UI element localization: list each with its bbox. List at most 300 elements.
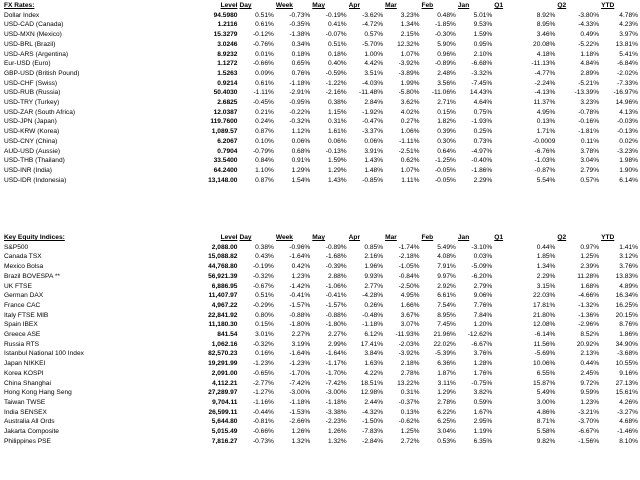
cell-level: 119.7600 xyxy=(210,118,238,126)
column-header-day: Day xyxy=(239,234,252,241)
row-name: Korea KOSPI xyxy=(4,369,44,377)
cell-ytd: 4.23% xyxy=(619,21,638,29)
cell-may: 1.59% xyxy=(327,157,347,165)
cell-week: 0.42% xyxy=(291,263,311,271)
table-row xyxy=(4,320,640,330)
table-row xyxy=(4,427,640,437)
cell-week: -1.23% xyxy=(289,360,311,368)
cell-ytd: 14.96% xyxy=(615,99,638,107)
cell-week: -1.57% xyxy=(289,301,311,309)
cell-apr: 1.43% xyxy=(364,157,384,165)
cell-apr: 12.98% xyxy=(360,389,384,397)
cell-q1: 9.82% xyxy=(536,437,556,445)
row-name: USD-ARS (Argentina) xyxy=(4,50,69,58)
cell-q1: -0.0009 xyxy=(533,137,556,145)
cell-jan: 14.43% xyxy=(469,89,493,97)
cell-q2: 2.45% xyxy=(580,369,600,377)
row-name: German DAX xyxy=(4,292,44,300)
cell-level: 56,921.39 xyxy=(208,272,238,280)
cell-jan: 1.76% xyxy=(473,369,493,377)
cell-q1: 10.06% xyxy=(533,360,556,368)
row-name: USD-RUB (Russia) xyxy=(4,89,61,97)
cell-week: -0.95% xyxy=(289,99,311,107)
cell-may: 1.61% xyxy=(327,128,347,136)
cell-ytd: 27.13% xyxy=(615,379,638,387)
column-header-ytd: YTD xyxy=(601,234,615,241)
column-header-q1: Q1 xyxy=(494,2,504,9)
cell-jan: 1.28% xyxy=(473,360,493,368)
table-row xyxy=(4,176,640,186)
cell-apr: -4.03% xyxy=(362,79,384,87)
cell-apr: -0.48% xyxy=(362,311,384,319)
cell-q1: 3.00% xyxy=(536,398,556,406)
cell-day: 0.87% xyxy=(255,128,274,136)
cell-ytd: -0.13% xyxy=(617,128,638,136)
cell-ytd: 20.15% xyxy=(615,311,638,319)
cell-week: 0.68% xyxy=(291,147,311,155)
cell-jan: -6.20% xyxy=(471,272,493,280)
table-row xyxy=(4,69,640,79)
cell-week: 2.27% xyxy=(291,331,311,339)
cell-ytd: 9.16% xyxy=(619,369,638,377)
cell-mar: 1.07% xyxy=(400,50,420,58)
row-name: Dollar Index xyxy=(4,11,40,19)
cell-apr: -1.92% xyxy=(362,108,384,116)
cell-may: -3.38% xyxy=(325,408,347,416)
cell-level: 6,886.95 xyxy=(211,282,238,290)
cell-apr: 3.91% xyxy=(364,147,384,155)
table-row xyxy=(4,11,640,21)
cell-feb: 0.30% xyxy=(437,137,456,145)
cell-jan: 7.84% xyxy=(473,311,493,319)
cell-mar: 3.62% xyxy=(400,99,420,107)
column-header-mar: Mar xyxy=(385,234,397,241)
cell-apr: 4.42% xyxy=(364,60,384,68)
cell-apr: 0.26% xyxy=(364,301,384,309)
cell-mar: 0.13% xyxy=(400,408,420,416)
cell-day: 0.24% xyxy=(255,118,274,126)
cell-jan: -0.40% xyxy=(471,157,493,165)
cell-apr: -3.37% xyxy=(362,128,384,136)
cell-feb: 0.48% xyxy=(437,11,456,19)
cell-day: 0.38% xyxy=(255,243,274,251)
cell-may: -1.80% xyxy=(325,321,347,329)
row-name: Canada TSX xyxy=(4,253,42,261)
cell-q2: 1.18% xyxy=(580,50,600,58)
table-row xyxy=(4,417,640,427)
cell-week: -0.22% xyxy=(289,108,311,116)
cell-week: -2.91% xyxy=(289,89,311,97)
cell-feb: -0.30% xyxy=(434,31,456,39)
cell-day: 0.43% xyxy=(255,253,274,261)
column-header-feb: Feb xyxy=(421,2,434,9)
cell-q1: 1.71% xyxy=(536,128,556,136)
row-name: USD-BRL (Brazil) xyxy=(4,40,56,48)
cell-day: 0.61% xyxy=(255,21,274,29)
cell-apr: 18.51% xyxy=(360,379,384,387)
cell-jan: 3.76% xyxy=(473,350,493,358)
cell-q2: -1.81% xyxy=(578,128,600,136)
cell-apr: 0.85% xyxy=(364,243,384,251)
cell-q2: -3.70% xyxy=(578,418,600,426)
cell-q2: -13.39% xyxy=(574,89,600,97)
row-name: Spain IBEX xyxy=(4,321,38,329)
cell-week: -0.88% xyxy=(289,311,311,319)
table-row xyxy=(4,243,640,253)
cell-day: -2.77% xyxy=(252,379,274,387)
column-header-may: May xyxy=(312,234,326,241)
cell-q1: -6.14% xyxy=(534,331,556,339)
cell-mar: 13.22% xyxy=(397,379,420,387)
cell-apr: -0.85% xyxy=(362,176,384,184)
cell-may: -1.70% xyxy=(325,369,347,377)
row-name: USD-MXN (Mexico) xyxy=(4,31,62,39)
row-name: Italy FTSE MIB xyxy=(4,311,49,319)
cell-q1: 3.46% xyxy=(536,31,556,39)
cell-q2: 0.11% xyxy=(580,137,600,145)
cell-level: 27,289.97 xyxy=(208,389,238,397)
cell-week: -1.53% xyxy=(289,408,311,416)
cell-q2: 1.68% xyxy=(580,282,600,290)
cell-feb: 0.64% xyxy=(437,147,456,155)
cell-q2: 0.97% xyxy=(580,243,600,251)
cell-week: 3.19% xyxy=(291,340,311,348)
cell-ytd: 15.61% xyxy=(615,389,638,397)
header-row xyxy=(4,233,640,243)
cell-level: 9,704.11 xyxy=(212,398,238,406)
cell-day: 0.21% xyxy=(255,108,274,116)
cell-may: 1.29% xyxy=(327,166,347,174)
fx-rates-table xyxy=(4,1,640,185)
cell-apr: 2.44% xyxy=(364,398,384,406)
cell-level: 11,180.30 xyxy=(208,321,238,329)
cell-week: -1.18% xyxy=(289,398,311,406)
cell-apr: 2.77% xyxy=(364,282,384,290)
cell-week: -1.80% xyxy=(289,321,311,329)
cell-level: 0.9214 xyxy=(217,79,238,87)
cell-q1: 20.08% xyxy=(533,40,556,48)
column-header-jan: Jan xyxy=(457,2,470,9)
cell-ytd: -3.27% xyxy=(617,408,638,416)
table-row xyxy=(4,79,640,89)
cell-q2: -1.56% xyxy=(578,437,600,445)
cell-jan: 0.95% xyxy=(473,40,493,48)
column-header-q2: Q2 xyxy=(557,234,567,241)
cell-level: 64.2400 xyxy=(213,166,238,174)
table-row xyxy=(4,369,640,379)
cell-may: 1.26% xyxy=(327,428,347,436)
cell-q2: -5.21% xyxy=(578,79,600,87)
cell-level: 8.9232 xyxy=(217,50,238,58)
row-name: Philippines PSE xyxy=(4,437,51,445)
table-row xyxy=(4,379,640,389)
cell-q1: 8.71% xyxy=(536,418,556,426)
table-row xyxy=(4,311,640,321)
cell-feb: 4.08% xyxy=(437,253,456,261)
cell-day: -0.66% xyxy=(252,428,274,436)
cell-may: -1.57% xyxy=(325,301,347,309)
cell-level: 2,088.00 xyxy=(211,243,238,251)
row-name: USD-INR (India) xyxy=(4,166,52,174)
row-name: Hong Kong Hang Seng xyxy=(4,389,72,397)
cell-mar: -2.50% xyxy=(398,282,420,290)
cell-week: -3.00% xyxy=(289,389,311,397)
cell-level: 44,768.80 xyxy=(208,263,238,271)
cell-feb: -1.25% xyxy=(434,157,456,165)
cell-may: 0.51% xyxy=(327,40,347,48)
table-row xyxy=(4,301,640,311)
cell-feb: 6.61% xyxy=(437,292,456,300)
cell-level: 6.2067 xyxy=(217,137,238,145)
cell-ytd: 16.25% xyxy=(615,301,638,309)
row-name: USD-CNY (China) xyxy=(4,137,58,145)
table-row xyxy=(4,20,640,30)
cell-day: -1.16% xyxy=(252,398,274,406)
cell-feb: -0.05% xyxy=(434,176,456,184)
column-header-jan: Jan xyxy=(457,234,470,241)
cell-week: -7.42% xyxy=(289,379,311,387)
cell-may: -1.06% xyxy=(325,282,347,290)
cell-may: 1.15% xyxy=(327,108,347,116)
table-row xyxy=(4,147,640,157)
cell-q1: 4.86% xyxy=(536,408,556,416)
cell-jan: -0.75% xyxy=(471,379,493,387)
cell-feb: 5.90% xyxy=(437,40,456,48)
cell-q1: 1.34% xyxy=(536,263,556,271)
cell-ytd: -3.68% xyxy=(617,350,638,358)
cell-day: -0.65% xyxy=(252,369,274,377)
cell-level: 3.0246 xyxy=(217,40,238,48)
table-row xyxy=(4,108,640,118)
cell-ytd: -2.02% xyxy=(617,69,638,77)
row-name: USD-IDR (Indonesia) xyxy=(4,176,67,184)
cell-q2: 2.39% xyxy=(580,263,600,271)
cell-day: 0.87% xyxy=(255,176,274,184)
cell-q2: 2.79% xyxy=(580,166,600,174)
cell-q1: -0.87% xyxy=(534,166,556,174)
cell-ytd: 8.76% xyxy=(619,321,638,329)
column-header-apr: Apr xyxy=(348,2,361,9)
row-name: USD-JPN (Japan) xyxy=(4,118,57,126)
cell-ytd: -0.03% xyxy=(617,118,638,126)
cell-may: 0.40% xyxy=(327,60,347,68)
cell-mar: -3.92% xyxy=(398,350,420,358)
cell-q2: 0.44% xyxy=(580,360,600,368)
cell-level: 4,967.22 xyxy=(211,301,238,309)
row-name: Jakarta Composite xyxy=(4,428,59,436)
cell-may: -0.19% xyxy=(325,11,347,19)
cell-mar: -2.03% xyxy=(398,340,420,348)
cell-ytd: 4.89% xyxy=(619,282,638,290)
cell-may: -1.17% xyxy=(325,360,347,368)
cell-jan: 6.35% xyxy=(473,437,493,445)
cell-q1: -6.76% xyxy=(534,147,556,155)
column-header-level: Level xyxy=(220,234,238,241)
cell-feb: 1.29% xyxy=(437,389,456,397)
cell-mar: 12.32% xyxy=(397,40,420,48)
cell-feb: 21.96% xyxy=(433,331,456,339)
row-name: Eur-USD (Euro) xyxy=(4,60,51,68)
cell-jan: -3.32% xyxy=(471,69,493,77)
cell-week: 1.12% xyxy=(291,128,311,136)
cell-mar: 1.66% xyxy=(400,301,420,309)
cell-level: 1,089.57 xyxy=(211,128,238,136)
cell-day: -0.73% xyxy=(252,437,274,445)
cell-q1: 21.80% xyxy=(533,311,556,319)
cell-week: -2.66% xyxy=(289,418,311,426)
cell-q2: 2.89% xyxy=(580,69,600,77)
cell-apr: 0.57% xyxy=(364,31,384,39)
cell-may: -0.89% xyxy=(325,243,347,251)
cell-level: 15.3279 xyxy=(213,31,238,39)
cell-mar: -3.92% xyxy=(398,60,420,68)
cell-mar: -1.05% xyxy=(398,263,420,271)
cell-level: 2,091.00 xyxy=(211,369,238,377)
cell-q2: -1.36% xyxy=(578,311,600,319)
cell-feb: 8.95% xyxy=(437,311,456,319)
table-row xyxy=(4,117,640,127)
cell-apr: -0.47% xyxy=(362,118,384,126)
cell-apr: 2.84% xyxy=(364,99,384,107)
cell-feb: 2.92% xyxy=(437,282,456,290)
cell-may: 0.18% xyxy=(327,50,347,58)
cell-q2: 9.72% xyxy=(580,379,600,387)
cell-level: 13,148.00 xyxy=(208,176,238,184)
cell-q2: -4.33% xyxy=(578,21,600,29)
row-name: Mexico Bolsa xyxy=(4,263,44,271)
cell-week: -0.41% xyxy=(289,292,311,300)
cell-feb: 7.54% xyxy=(437,301,456,309)
cell-jan: 9.53% xyxy=(473,21,493,29)
cell-q2: 0.49% xyxy=(580,31,600,39)
cell-ytd: 1.41% xyxy=(619,243,638,251)
cell-level: 11,407.97 xyxy=(208,292,238,300)
cell-level: 5,644.80 xyxy=(211,418,238,426)
cell-level: 12.0387 xyxy=(213,108,238,116)
cell-week: -1.42% xyxy=(289,282,311,290)
cell-q1: 12.08% xyxy=(533,321,556,329)
cell-apr: 4.22% xyxy=(364,369,384,377)
cell-feb: 9.97% xyxy=(437,272,456,280)
table-row xyxy=(4,282,640,292)
cell-q1: 8.95% xyxy=(536,21,556,29)
cell-mar: 2.72% xyxy=(400,437,420,445)
cell-mar: -3.89% xyxy=(398,69,420,77)
row-name: Japan NIKKEI xyxy=(4,360,46,368)
cell-level: 7,816.27 xyxy=(211,437,238,445)
row-name: China Shanghai xyxy=(4,379,51,387)
cell-jan: 0.59% xyxy=(473,398,493,406)
cell-feb: 1.87% xyxy=(437,369,456,377)
table-row xyxy=(4,50,640,60)
cell-day: -0.32% xyxy=(252,272,274,280)
cell-day: -0.29% xyxy=(252,301,274,309)
cell-may: -0.07% xyxy=(325,31,347,39)
cell-level: 26,599.11 xyxy=(208,408,238,416)
cell-q1: 4.18% xyxy=(536,50,556,58)
cell-ytd: -7.33% xyxy=(617,79,638,87)
cell-ytd: 1.90% xyxy=(619,166,638,174)
table-row xyxy=(4,340,640,350)
cell-may: 0.38% xyxy=(327,99,347,107)
cell-mar: 1.07% xyxy=(400,166,420,174)
cell-jan: -5.09% xyxy=(471,263,493,271)
row-name: USD-THB (Thailand) xyxy=(4,157,65,165)
cell-apr: 9.93% xyxy=(364,272,384,280)
cell-feb: 3.56% xyxy=(437,79,456,87)
cell-ytd: -3.23% xyxy=(617,147,638,155)
cell-level: 5,015.49 xyxy=(211,428,238,436)
cell-q1: 0.13% xyxy=(536,118,556,126)
column-header-q1: Q1 xyxy=(494,234,504,241)
cell-feb: 6.22% xyxy=(437,408,456,416)
cell-mar: 3.67% xyxy=(400,311,420,319)
cell-feb: -0.89% xyxy=(434,60,456,68)
column-header-week: Week xyxy=(275,2,293,9)
cell-apr: -1.50% xyxy=(362,418,384,426)
cell-week: 1.32% xyxy=(291,437,311,445)
cell-day: -0.66% xyxy=(252,60,274,68)
cell-feb: 7.45% xyxy=(437,321,456,329)
cell-may: -0.88% xyxy=(325,311,347,319)
cell-q1: 4.95% xyxy=(536,108,556,116)
cell-week: 1.29% xyxy=(291,166,311,174)
cell-ytd: 4.78% xyxy=(619,11,638,19)
cell-q2: 0.57% xyxy=(580,176,600,184)
cell-week: 0.06% xyxy=(291,137,311,145)
cell-ytd: 3.97% xyxy=(619,31,638,39)
cell-feb: -11.06% xyxy=(431,89,456,97)
row-name: Greece ASE xyxy=(4,331,41,339)
cell-mar: 1.11% xyxy=(401,176,420,184)
cell-week: 0.76% xyxy=(291,69,311,77)
cell-mar: -2.18% xyxy=(398,253,420,261)
table-row xyxy=(4,291,640,301)
cell-q2: -1.32% xyxy=(578,301,600,309)
cell-q2: 9.59% xyxy=(580,389,600,397)
cell-level: 841.54 xyxy=(217,331,238,339)
cell-mar: 3.23% xyxy=(400,11,420,19)
row-name: Australia All Ords xyxy=(4,418,55,426)
column-header-day: Day xyxy=(239,2,252,9)
cell-q1: 0.44% xyxy=(536,243,556,251)
cell-q1: 5.58% xyxy=(536,428,556,436)
cell-level: 2.6825 xyxy=(217,99,238,107)
cell-apr: 3.84% xyxy=(364,350,384,358)
row-name: USD-TRY (Turkey) xyxy=(4,99,60,107)
cell-q2: 3.23% xyxy=(580,99,600,107)
cell-may: -0.59% xyxy=(325,69,347,77)
cell-apr: -4.72% xyxy=(362,21,384,29)
cell-ytd: 4.68% xyxy=(619,418,638,426)
row-name: S&P500 xyxy=(4,243,29,251)
cell-q2: 8.52% xyxy=(580,331,600,339)
cell-day: 0.84% xyxy=(255,157,274,165)
cell-day: -1.11% xyxy=(253,89,274,97)
cell-q1: 11.37% xyxy=(533,99,556,107)
cell-q2: 3.78% xyxy=(580,147,600,155)
cell-day: 0.10% xyxy=(255,137,274,145)
table-row xyxy=(4,137,640,147)
cell-feb: 6.25% xyxy=(437,418,456,426)
cell-apr: -11.48% xyxy=(359,89,384,97)
cell-mar: 2.78% xyxy=(400,369,420,377)
row-name: Brazil BOVESPA ** xyxy=(4,272,60,280)
cell-week: 0.34% xyxy=(291,40,311,48)
column-header-feb: Feb xyxy=(421,234,434,241)
cell-may: -7.42% xyxy=(325,379,347,387)
cell-week: -1.64% xyxy=(289,350,311,358)
